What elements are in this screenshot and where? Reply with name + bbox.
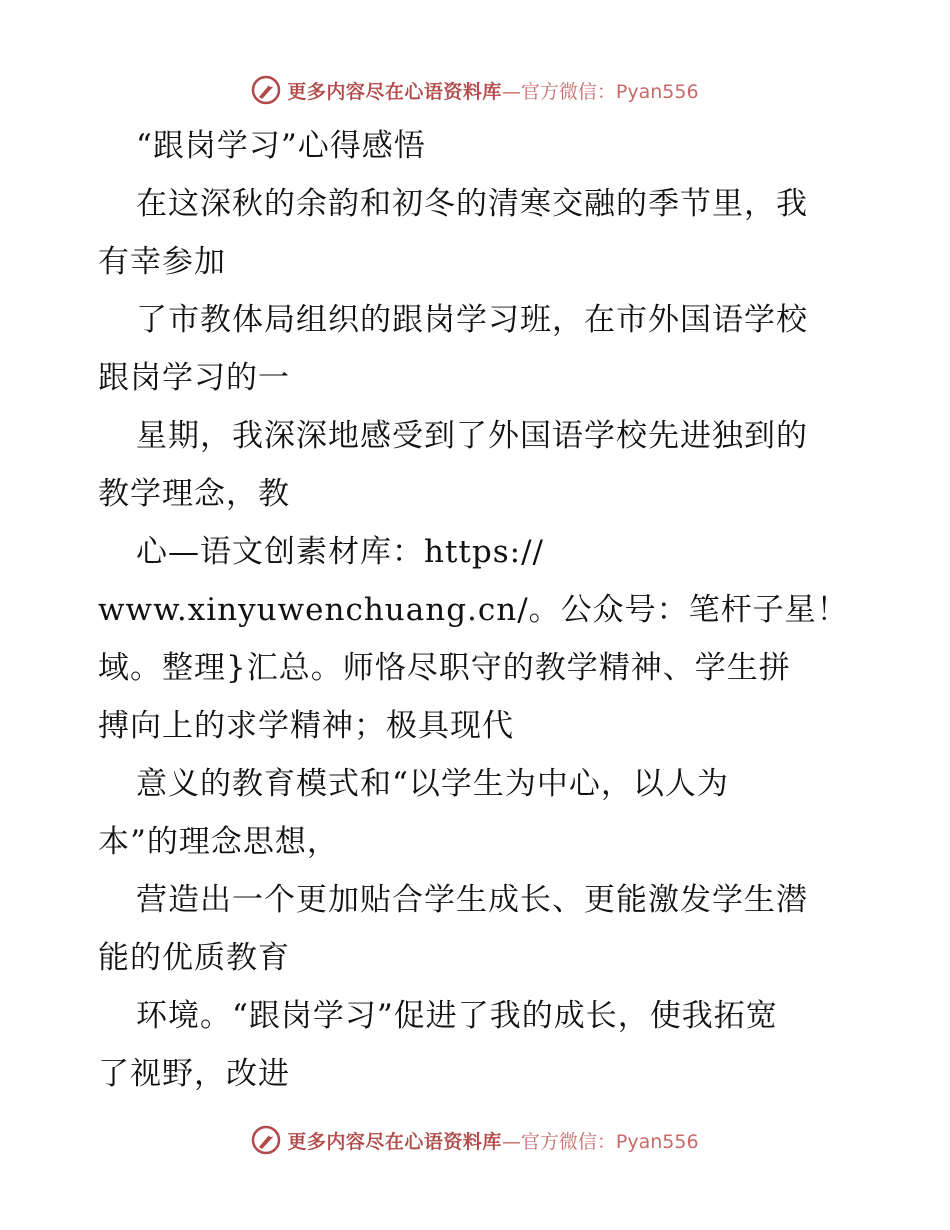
text-line: 环境。“跟岗学习”促进了我的成长，使我拓宽: [136, 998, 778, 1034]
text-line: 了市教体局组织的跟岗学习班，在市外国语学校: [136, 302, 808, 338]
watermark-tail-text: —官方微信：Pyan556: [501, 80, 699, 103]
text-line: 星期，我深深地感受到了外国语学校先进独到的: [136, 418, 808, 454]
text-line: 心—语文创素材库：https://: [136, 534, 544, 570]
text-line: 能的优质教育: [98, 940, 290, 976]
pen-nib-logo-icon: [251, 1125, 281, 1155]
text-line: 本”的理念思想，: [98, 824, 339, 860]
text-line: 营造出一个更加贴合学生成长、更能激发学生潜: [136, 882, 808, 918]
text-line: 在这深秋的余韵和初冬的清寒交融的季节里，我: [136, 186, 808, 222]
text-line: 搏向上的求学精神；极具现代: [98, 708, 514, 744]
watermark-main-text: 更多内容尽在心语资料库: [287, 1130, 502, 1153]
document-title: “跟岗学习”心得感悟: [136, 128, 426, 164]
watermark-tail-text: —官方微信：Pyan556: [501, 1130, 699, 1153]
text-line: 跟岗学习的一: [98, 360, 290, 396]
header-watermark: [0, 70, 950, 110]
text-line: 域。整理}汇总。师恪尽职守的教学精神、学生拼: [98, 650, 791, 686]
footer-watermark: [0, 1120, 950, 1160]
text-line: 教学理念，教: [98, 476, 290, 512]
document-body: [98, 117, 858, 1103]
pen-nib-logo-icon: [251, 75, 281, 105]
text-line: 了视野，改进: [98, 1056, 290, 1092]
text-line: 意义的教育模式和“以学生为中心，以人为: [136, 766, 729, 802]
text-line: www.xinyuwenchuang.cn/。公众号：笔杆子星！: [98, 592, 849, 628]
watermark-main-text: 更多内容尽在心语资料库: [287, 80, 502, 103]
text-line: 有幸参加: [98, 244, 226, 280]
